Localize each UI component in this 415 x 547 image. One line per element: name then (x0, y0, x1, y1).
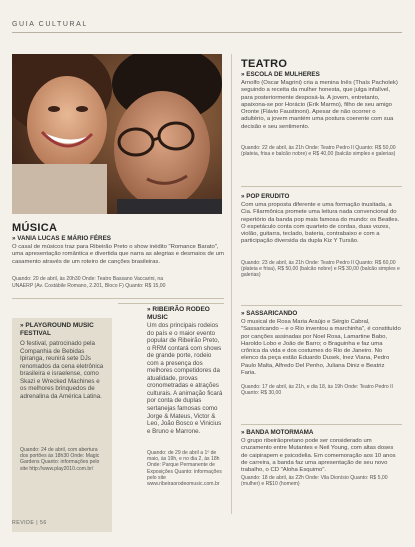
page-footer: REVIDE | 56 (12, 520, 47, 526)
banda-title: » BANDA MOTORMAMA (241, 429, 314, 436)
musica-info-1: Quando: 20 de abril, às 20h30 Onde: Teatro Bassano Vaccarini, na (12, 276, 164, 282)
couple-photo (12, 54, 222, 214)
musica-subtitle: » VANIA LUCAS E MÁRIO FÉRES (12, 235, 112, 242)
playground-body: O festival, patrocinado pela Companhia de Bebidas Ipiranga, reunirá sete DJs renomados da cena eletrônica brasileira e israelense, como Skazi e Wrecked Machines e os melhores brinquedos de adrenalina da América Latina. (20, 340, 104, 400)
pop-title: » POP ERUDITO (241, 193, 290, 200)
header-rule (12, 32, 402, 33)
playground-title: » PLAYGROUND MUSIC FESTIVAL (20, 322, 94, 337)
sassaricando-info: Quando: 17 de abril, às 21h, e dia 18, às 19h Onde: Teatro Pedro II Quanto: R$ 30,00 (241, 384, 393, 397)
teatro-info: Quando: 22 de abril, às 21h Onde: Teatro Pedro II Quanto: R$ 50,00 (plateia, frisa e balcão nobre) e R$ 40,00 (balcão simples e galerias) (241, 145, 396, 158)
musica-info-2: UNAERP (Av. Costábile Romano, 2.201, Bloco F) Quanto: R$ 15,00 (12, 283, 166, 289)
sassaricando-body: O musical de Rosa Maria Araújo e Sérgio Cabral, "Sassaricando – e o Rio inventou a marchinha", é constituído por canções assinadas por Noel Rosa, Lamartine Babo, Haroldo Lobo e João de Barro; o Braguinha e faz uma crônica da vida e dos costumes do Rio de Janeiro. No elenco da peça estão Eduardo Dusek, Inez Viana, Pedro Paulo Malta, Alfredo Del Penho, Juliana Diniz e Beatriz Faria. (241, 319, 401, 377)
teatro-body: Arnolfo (Oscar Magrini) cria a menina Inês (Thaís Pacholek) seguindo a receita da mulher honesta, que julga infalível, para posteriormente desposá-la. A jovem, entretanto, apaixona-se por Horácio (Erik Marmo), filho de seu amigo Oronte (Flávio Faustinoni). Apesar de não ocorrer o adultério, a jovem mantém uma postura coerente com sua decisão e seu sentimento. (241, 80, 398, 130)
divider (241, 186, 402, 187)
banda-body: O grupo ribeirãopretano pode ser considerado um cruzamento entre Mutantes e Neil Young, com altas doses de caipirapem e psicodelia. Em comemoração aos 10 anos de carreira, a banda faz uma apresentação de seu novo trabalho, o CD "Aloha Esquimo". (241, 438, 396, 474)
teatro-subtitle: » ESCOLA DE MULHERES (241, 71, 320, 78)
rodeo-title: » RIBEIRÃO RODEO MUSIC (147, 306, 210, 321)
divider (241, 305, 402, 306)
pop-info: Quando: 23 de abril, às 21h Onde: Teatro Pedro II Quanto: R$ 60,00 (plateia e frisa), R$ 50,00 (balcão nobre) e R$ 30,00 (balcão simples e galerias) (241, 260, 400, 279)
divider (241, 424, 402, 425)
playground-info: Quando: 24 de abril, com abertura dos portões às 18h30 Onde: Magic Gardens Quanto: informações pelo site http://www.play2010.com.br/ (20, 447, 100, 472)
column-divider (231, 54, 232, 514)
teatro-heading: TEATRO (241, 58, 288, 70)
rodeo-body: Um dos principais rodeios do país e o maior evento popular de Ribeirão Preto, o RRM contará com shows de grande porte, rodeio com a presença dos melhores competidores da atualidade, provas cronometradas e atrações culturais. A animação ficará por conta de duplas sertanejas famosas como Jorge & Mateus, Victor & Leo, João Bosco e Vinicius e Bruno e Marrone. (147, 322, 223, 435)
sassaricando-title: » SASSARICANDO (241, 310, 298, 317)
divider (12, 298, 224, 299)
section-header: GUIA CULTURAL (12, 21, 88, 28)
divider (118, 303, 224, 304)
rodeo-info: Quando: de 29 de abril a 1º de maio, às 19h, e no dia 2, às 18h Onde: Parque Permanente de Exposições Quanto: informações pelo site www.ribeiraorodeomusic.com.br (147, 450, 222, 488)
musica-body: O casal de músicos traz para Ribeirão Preto o show inédito "Romance Barato", uma apresentação romântica e divertida que narra as alegrias e desmaios de um casamento através de um roteiro de canções brasileiras. (12, 244, 224, 265)
pop-body: Com uma proposta diferente e uma formação inusitada, a Cia. Filarmônica promete uma leitura nada convencional do repertório da banda pop mais famosa do mundo: os Beatles. O espetáculo conta com quarteto de cordas, duas vozes, violão, guitarra, teclado, bateria, contrabaixo e com a participação diversida da dupla Kiz Y Tursão. (241, 202, 400, 245)
musica-heading: MÚSICA (12, 222, 58, 234)
banda-info: Quando: 18 de abril, às 22h Onde: Vila Dionísio Quanto: R$ 5,00 (mulher) e R$10 (homem) (241, 475, 388, 488)
